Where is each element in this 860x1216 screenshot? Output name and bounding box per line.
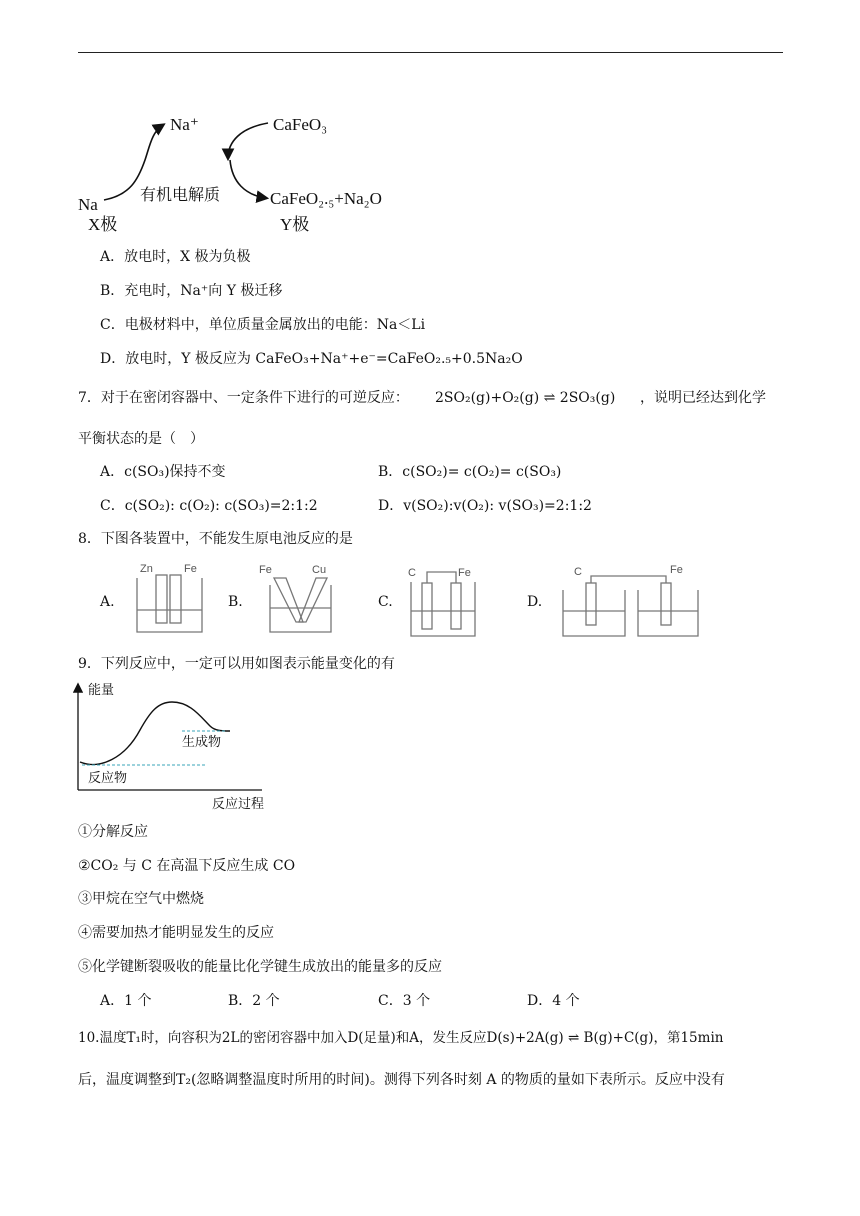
graph-reactants-label: 反应物	[88, 771, 128, 786]
q7-option-c: C．c(SO₂): c(O₂): c(SO₃)=2:1:2	[100, 498, 318, 514]
x-pole-label: X极	[88, 215, 118, 234]
q6-option-b: B．充电时，Na⁺向 Y 极迁移	[100, 283, 283, 299]
electrode-a-left: Zn	[140, 563, 153, 575]
q7-equation: 2SO₂(g)+O₂(g) ⇌ 2SO₃(g)	[435, 390, 616, 406]
q8-option-c-label: C.	[378, 594, 393, 610]
electrode-c-right: Fe	[458, 567, 471, 579]
q7-option-b: B．c(SO₂)= c(O₂)= c(SO₃)	[378, 464, 562, 480]
q9-item-4: ④需要加热才能明显发生的反应	[78, 925, 274, 941]
q6-option-a: A．放电时，X 极为负极	[100, 249, 251, 265]
q8-option-d-label: D.	[527, 594, 543, 610]
q8-option-b-label: B.	[228, 594, 243, 610]
q7-option-a: A．c(SO₃)保持不变	[100, 464, 226, 480]
q7-stem-a: 7．对于在密闭容器中、一定条件下进行的可逆反应：	[78, 390, 409, 406]
q10-line-2: 后，温度调整到T₂(忽略调整温度时所用的时间)。测得下列各时刻 A 的物质的量如下表所示。反应中没有	[78, 1072, 725, 1088]
q10-line-1: 10.温度T₁时，向容积为2L的密闭容器中加入D(足量)和A，发生反应D(s)+2A(g) ⇌ B(g)+C(g)，第15min	[78, 1030, 724, 1046]
q9-option-a: A．1 个	[100, 993, 152, 1009]
electrolyte-label: 有机电解质	[140, 185, 221, 204]
q9-option-d: D．4 个	[527, 993, 580, 1009]
product-label: CaFeO₂.₅+Na₂O	[270, 189, 382, 208]
q9-item-2: ②CO₂ 与 C 在高温下反应生成 CO	[78, 858, 296, 874]
q6-option-d: D．放电时，Y 极反应为 CaFeO₃+Na⁺+e⁻=CaFeO₂.₅+0.5Na₂O	[100, 351, 523, 367]
q6-option-c: C．电极材料中，单位质量金属放出的电能：Na＜Li	[100, 317, 426, 333]
electrode-b-left: Fe	[259, 564, 272, 576]
q9-option-b: B．2 个	[228, 993, 280, 1009]
q9-item-3: ③甲烷在空气中燃烧	[78, 891, 204, 907]
na-label: Na	[78, 195, 98, 214]
q9-item-5: ⑤化学键断裂吸收的能量比化学键生成放出的能量多的反应	[78, 959, 442, 975]
cafeo3-label: CaFeO₃	[273, 115, 328, 134]
na-ion-label: Na⁺	[170, 115, 199, 134]
q7-option-d: D．v(SO₂):v(O₂): v(SO₃)=2:1:2	[378, 498, 592, 514]
graph-y-label: 能量	[88, 683, 115, 698]
graph-products-label: 生成物	[182, 735, 222, 750]
q9-stem: 9．下列反应中，一定可以用如图表示能量变化的有	[78, 656, 395, 672]
q9-item-1: ①分解反应	[78, 824, 148, 840]
q8-option-a-label: A.	[100, 594, 115, 610]
electrode-b-right: Cu	[312, 564, 327, 576]
graph-x-label: 反应过程	[212, 797, 265, 812]
electrode-a-right: Fe	[184, 563, 197, 575]
q7-stem-b: ，说明已经达到化学	[640, 390, 766, 406]
electrode-d-right: Fe	[670, 564, 683, 576]
electrode-d-left: C	[574, 566, 582, 578]
q7-stem-c: 平衡状态的是（ ）	[78, 431, 204, 447]
q9-option-c: C．3 个	[378, 993, 431, 1009]
y-pole-label: Y极	[280, 215, 310, 234]
electrode-c-left: C	[408, 567, 416, 579]
q8-stem: 8．下图各装置中，不能发生原电池反应的是	[78, 531, 353, 547]
